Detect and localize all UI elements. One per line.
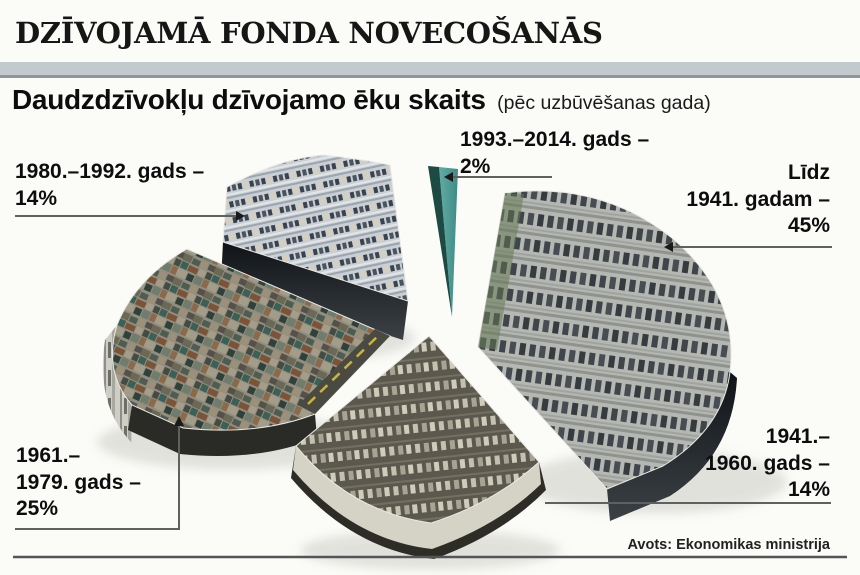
label-1993-2014-range: 1993.–2014. gads – — [460, 128, 650, 151]
label-1993-2014 — [460, 127, 649, 180]
pie-slice-1993-2014 — [428, 166, 458, 317]
label-lidz-1941-range: 1941. gadam – — [686, 187, 830, 211]
label-1941-1960-value: 14% — [787, 478, 830, 501]
label-lidz-1941-value: 45% — [787, 214, 830, 237]
chart-title-text: Daudzdzīvokļu dzīvojamo ēku skaits — [12, 84, 486, 115]
label-1961-1979-value: 25% — [16, 497, 59, 520]
source-label: Avots: Ekonomikas ministrija — [627, 537, 830, 553]
label-1961-1979-range: 1979. gads – — [16, 470, 141, 494]
label-1961-1979-start: 1961.– — [16, 444, 81, 467]
label-lidz-1941 — [686, 160, 830, 240]
label-1961-1979 — [16, 443, 141, 523]
label-1980-1992-range: 1980.–1992. gads – — [15, 160, 205, 183]
label-lidz-1941-word: Līdz — [788, 161, 830, 184]
label-1993-2014-value: 2% — [460, 154, 491, 178]
label-1980-1992 — [15, 159, 204, 212]
label-1980-1992-value: 14% — [15, 186, 58, 210]
label-1941-1960-start: 1941.– — [765, 425, 830, 448]
label-1941-1960 — [705, 424, 830, 504]
chart-title-note: (pēc uzbūvēšanas gada) — [497, 92, 711, 114]
label-1941-1960-range: 1960. gads – — [705, 451, 830, 475]
page-title: DZĪVOJAMĀ FONDA NOVECOŠANĀS — [15, 16, 603, 50]
